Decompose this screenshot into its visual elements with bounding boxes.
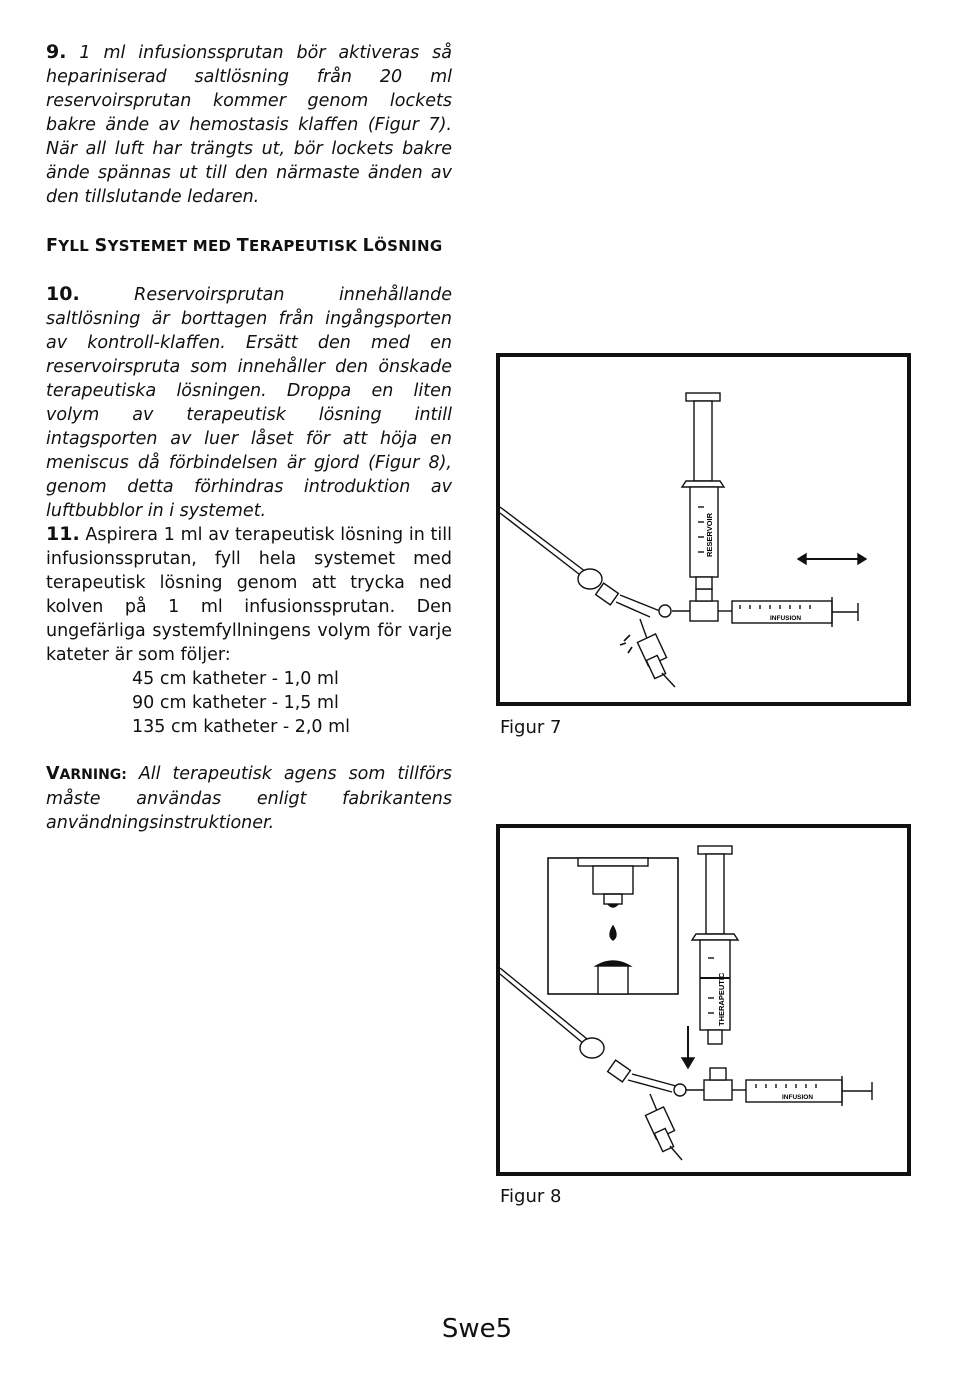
list-item: 45 cm katheter - 1,0 ml bbox=[132, 669, 339, 689]
warning-label: VARNING: bbox=[46, 764, 127, 784]
figure-7 bbox=[496, 353, 911, 706]
section-heading: FYLL SYSTEMET MED TERAPEUTISK LÖSNING bbox=[46, 236, 443, 256]
figure-8-illustration bbox=[500, 828, 907, 1172]
step-text: Reservoirsprutan innehållande saltlösning är borttagen från ingångsporten av kontroll-klaffen. Ersätt den med en reservoirspruta som innehåller den önskade terapeutiska lösningen. Droppa en liten volym av terapeutisk lösning intill intagsporten av luer låset för att höja en meniscus då förbindelsen är gjord (Figur 8), genom detta förhindras introduktion av luftbubblor in i systemet. bbox=[46, 285, 452, 521]
figure-8-caption: Figur 8 bbox=[500, 1186, 562, 1207]
step-11 bbox=[46, 522, 452, 739]
step-9 bbox=[46, 40, 452, 209]
infusion-label: INFUSION bbox=[782, 1094, 814, 1101]
figure-8 bbox=[496, 824, 911, 1176]
warning bbox=[46, 762, 452, 835]
step-number: 10. bbox=[46, 283, 80, 305]
warning-text: All terapeutisk agens som tillförs måste användas enligt fabrikantens användningsinstruktioner. bbox=[46, 764, 452, 833]
reservoir-label: RESERVOIR bbox=[705, 512, 714, 557]
step-text: 1 ml infusionssprutan bör aktiveras så hepariniserad saltlösning från 20 ml reservoirsprutan kommer genom lockets bakre ände av hemostasis klaffen (Figur 7). När all luft har trängts ut, bör lockets bakre ände spännas ut till den närmaste änden av den tillslutande ledaren. bbox=[46, 43, 452, 207]
figure-7-caption: Figur 7 bbox=[500, 717, 562, 738]
step-text: Aspirera 1 ml av terapeutisk lösning in till infusionssprutan, fyll hela systemet med terapeutisk lösning genom att trycka ned kolven på 1 ml infusionssprutan. Den ungefärliga systemfyllningens volym för varje kateter är som följer: bbox=[46, 525, 452, 665]
volume-list bbox=[46, 667, 452, 739]
page-number: Swe5 bbox=[441, 1314, 513, 1344]
therapeutic-label: THERAPEUTIC bbox=[717, 972, 726, 1026]
list-item: 135 cm katheter - 2,0 ml bbox=[132, 717, 351, 737]
step-number: 9. bbox=[46, 41, 67, 63]
list-item: 90 cm katheter - 1,5 ml bbox=[132, 693, 339, 713]
step-10 bbox=[46, 282, 452, 523]
step-number: 11. bbox=[46, 523, 80, 545]
infusion-label: INFUSION bbox=[770, 615, 802, 622]
figure-7-illustration bbox=[500, 357, 907, 702]
